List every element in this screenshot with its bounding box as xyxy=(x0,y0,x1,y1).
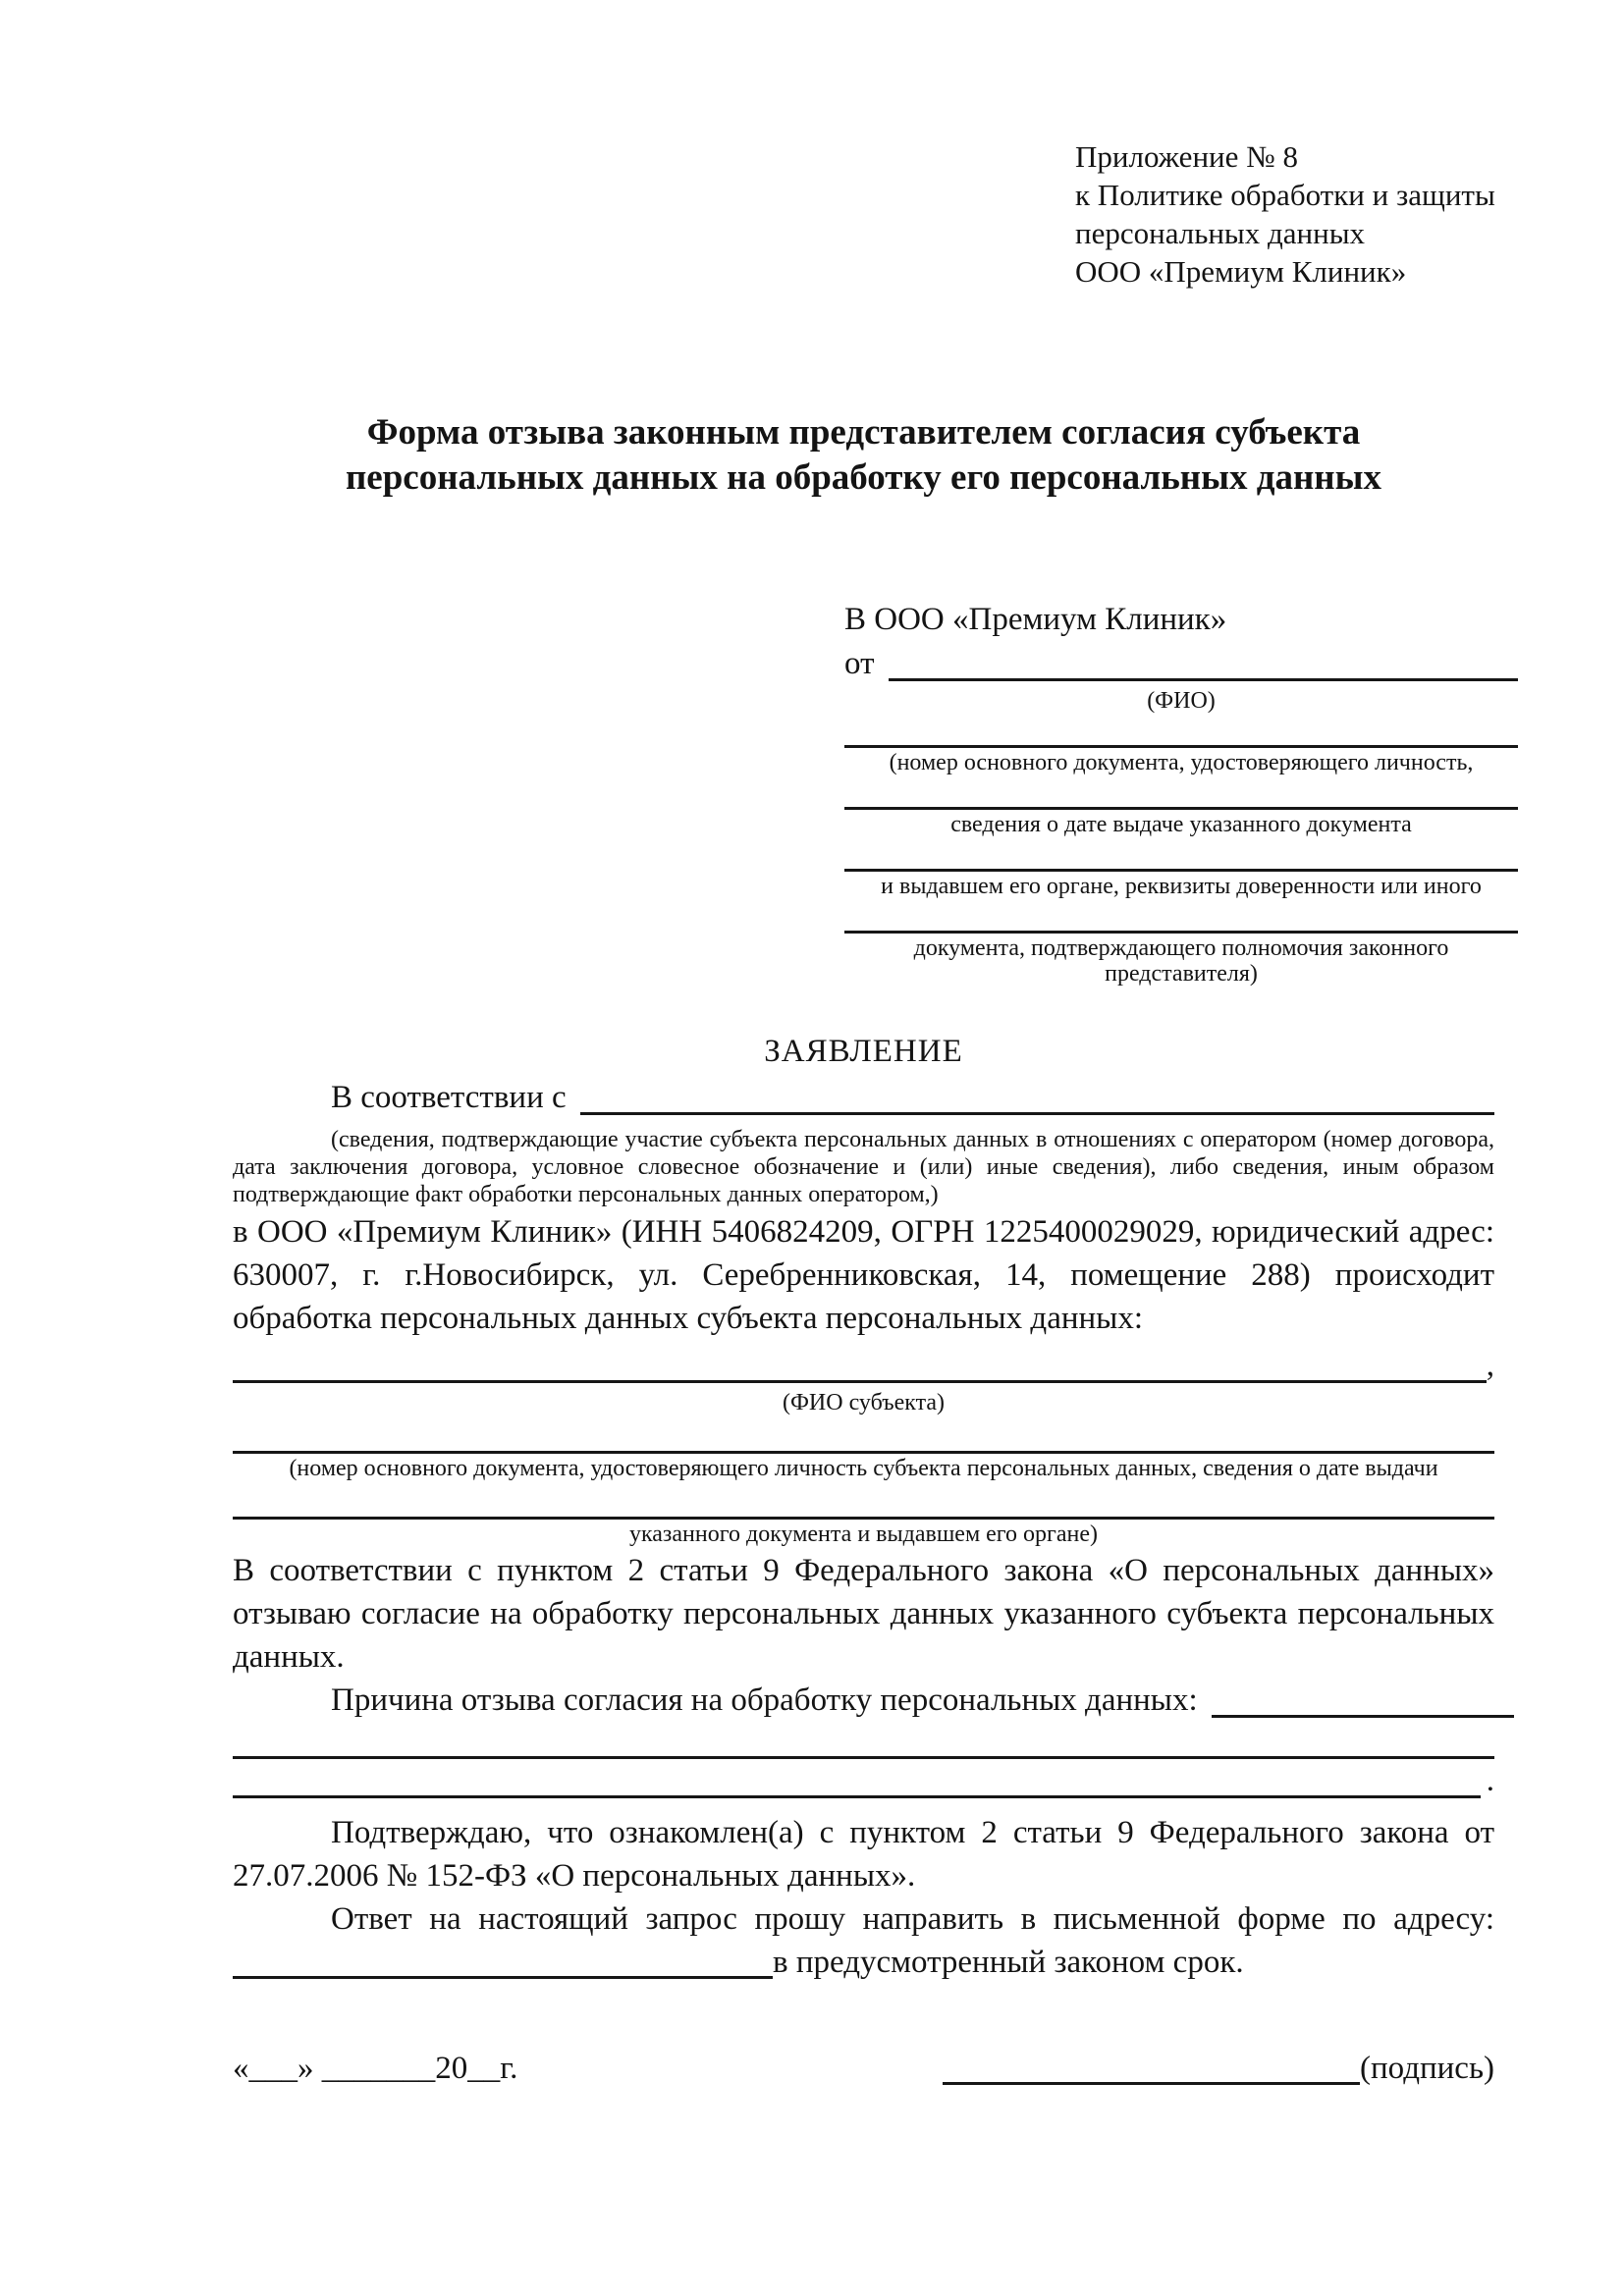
header-line-2: к Политике обработки и защиты xyxy=(1075,178,1495,212)
subject-doc-group-2 xyxy=(233,1487,1494,1547)
date-blank: «___» _______20__г. xyxy=(233,2051,518,2086)
intro-fill-line xyxy=(580,1111,1494,1115)
subject-fio-line xyxy=(233,1379,1487,1383)
reply-address-line: Ответ на настоящий запрос прошу направить в письменной форме по адресу: xyxy=(331,1901,1494,1937)
title-line-2: персональных данных на обработку его персональных данных xyxy=(345,457,1381,498)
doc-fill-line-3 xyxy=(844,841,1518,872)
confirm-paragraph: Подтверждаю, что ознакомлен(а) с пунктом 2 статьи 9 Федерального закона от 27.07.2006 № 152-ФЗ «О персональных данных». xyxy=(233,1815,1494,1894)
reason-extra-row-2 xyxy=(233,1759,1494,1803)
subject-doc-line-2 xyxy=(233,1487,1494,1520)
header-line-1: Приложение № 8 xyxy=(1075,139,1298,174)
signature-caption: (подпись) xyxy=(1360,2051,1494,2086)
document-title xyxy=(233,410,1494,501)
fio-fill-line xyxy=(889,677,1519,681)
doc-line-caption-1: (номер основного документа, удостоверяющего личность, xyxy=(889,750,1474,775)
subject-doc-line-1 xyxy=(233,1421,1494,1454)
fio-caption: (ФИО) xyxy=(1147,688,1216,714)
header-block xyxy=(1075,0,1494,291)
doc-fill-line-4 xyxy=(844,903,1518,934)
addressee-block xyxy=(844,597,1518,987)
from-row xyxy=(844,642,1518,686)
doc-line-caption-2: сведения о дате выдаче указанного документа xyxy=(950,812,1412,837)
doc-fill-line-2 xyxy=(844,779,1518,810)
header-line-3: персональных данных xyxy=(1075,216,1366,250)
reply-address-fill-line xyxy=(233,1975,773,1979)
reply-suffix: в предусмотренный законом срок. xyxy=(773,1945,1244,1980)
subject-fio-caption: (ФИО субъекта) xyxy=(782,1390,946,1415)
doc-field-group-2 xyxy=(844,779,1518,837)
subject-doc-caption-1: (номер основного документа, удостоверяющего личность субъекта персональных данных, сведения о дате выдачи xyxy=(289,1456,1438,1481)
reply-address-row xyxy=(233,1941,1494,1984)
subject-fio-row xyxy=(233,1344,1494,1388)
intro-label: В соответствии с xyxy=(331,1080,567,1115)
doc-field-group-3 xyxy=(844,841,1518,899)
signature-line xyxy=(943,2081,1360,2085)
reason-row xyxy=(233,1679,1494,1723)
operator-paragraph: в ООО «Премиум Клиник» (ИНН 5406824209, ОГРН 1225400029029, юридический адрес: 630007, г. г.Новосибирск, ул. Серебренниковская, 14, помещение 288) происходит обработка персональных данных субъекта персональных данных: xyxy=(233,1214,1494,1336)
reason-label: Причина отзыва согласия на обработку персональных данных: xyxy=(331,1682,1198,1718)
addressee-organization: В ООО «Премиум Клиник» xyxy=(844,602,1227,637)
statement-heading: ЗАЯВЛЕНИЕ xyxy=(764,1034,963,1069)
doc-line-caption-3: и выдавшем его органе, реквизиты доверенности или иного xyxy=(881,874,1482,899)
doc-field-group-4 xyxy=(844,903,1518,987)
footer xyxy=(233,2047,1494,2091)
doc-fill-line-1 xyxy=(844,718,1518,748)
intro-row xyxy=(233,1076,1494,1120)
document-content xyxy=(233,0,1494,2091)
signature-group xyxy=(943,2047,1494,2091)
reason-extra-line-1 xyxy=(233,1746,1494,1759)
withdraw-paragraph: В соответствии с пунктом 2 статьи 9 Федерального закона «О персональных данных» отзываю согласие на обработку персональных данных указанного субъекта персональных данных. xyxy=(233,1553,1494,1675)
trailing-period: . xyxy=(1486,1763,1494,1798)
doc-line-caption-4: документа, подтверждающего полномочия законного представителя) xyxy=(913,935,1449,987)
reason-extra-line-2 xyxy=(233,1794,1481,1798)
subject-doc-caption-2: указанного документа и выдавшем его органе) xyxy=(628,1522,1099,1547)
intro-caption: (сведения, подтверждающие участие субъекта персональных данных в отношениях с оператором (номер договора, дата заключения договора, условное словесное обозначение и (или) иные сведения), либо сведения, иным образом подтверждающие факт обработки персональных данных оператором,) xyxy=(233,1127,1494,1207)
doc-field-group-1 xyxy=(844,718,1518,775)
subject-doc-group-1 xyxy=(233,1421,1494,1481)
header-line-4: ООО «Премиум Клиник» xyxy=(1075,254,1407,289)
reason-fill-line xyxy=(1212,1714,1514,1718)
from-label: от xyxy=(844,646,875,681)
trailing-comma: , xyxy=(1486,1348,1494,1383)
title-line-1: Форма отзыва законным представителем согласия субъекта xyxy=(366,412,1361,453)
